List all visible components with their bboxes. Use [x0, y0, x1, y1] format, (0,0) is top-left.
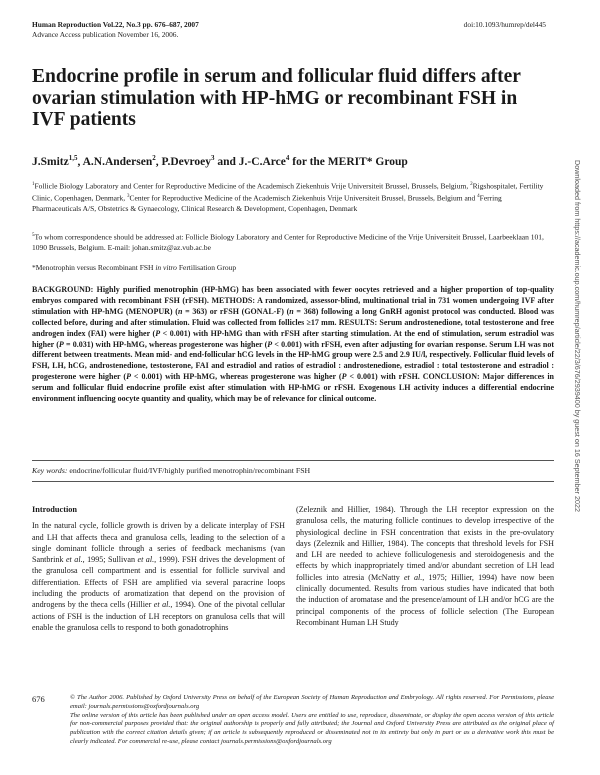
journal-citation: Human Reproduction Vol.22, No.3 pp. 676–687, 2007 [32, 20, 199, 29]
abstract-text: < 0.001) with rFSH. CONCLUSION: Major differences in serum and follicular fluid endocrine profile exist after stimulation with HP-hMG or rFSH. Exogenous LH activity induces a differential endocrine environment influencing oocyte quantity and quality, which may be of relevance for clinical outcome. [32, 372, 555, 404]
body-text: , 1999). FSH drives the development of the granulosa cell compartment and is essential for follicle survival and differentiation. Effects of FSH are amplified via several paracrine loops including the products of aromatization that depend on the provision of androgens by the theca cells (Hillier [32, 555, 285, 610]
copyright-footer [70, 694, 554, 747]
abstract-italic: P [267, 339, 273, 349]
body-text: , 1995; Sullivan [82, 555, 138, 565]
body-italic: et al. [403, 572, 423, 582]
corresp-sup: 5 [32, 233, 35, 238]
abstract-text: = 368) following a long GnRH agonist protocol was conducted. Blood was collected before, during and after stimulation. Fluid was collected from follicles ≥17 mm. RESULTS: Serum androstenedione, total testosterone and free androgen index (FAI) were higher ( [32, 306, 554, 338]
author-sup: 2 [152, 154, 156, 162]
author-sup: 4 [285, 154, 290, 162]
download-watermark: Downloaded from https://academic.oup.com/humrep/article/22/3/676/2939400 by guest on 16 September 2022 [573, 160, 582, 513]
footnote-italic: in vitro [155, 263, 177, 272]
abstract-text: < 0.001) with rFSH, even after adjusting for ovarian response. Serum LH was not different between treatments. Mean mid- and end-follicular hCG levels in the HP-hMG group were 2.5 and 2.9 IU/l, respectively. Follicular fluid levels of FSH, LH, hCG, androstenedione, testosterone, FAI and estradiol and ratios of estradiol : androstenedione, estradiol : total testosterone and estradiol : progesterone were higher ( [32, 339, 555, 382]
page-number: 676 [32, 694, 45, 704]
author-name: , P.Devroey [155, 155, 212, 168]
abstract-italic: n [289, 306, 294, 316]
body-text: (Zeleznik and Hillier, 1984). Through the LH receptor expression on the granulosa cells, the maturing follicle continues to develop irrespective of the physiological decline in FSH concentration that exists in the pre-ovulatory days (Zeleznik and Hillier, 1984). The concepts that threshold levels for FSH and LH are needed to achieve folliculogenesis and steroidogenesis and the effects by which inappropriately timed and/or abundant secretion of LH lead follicles into atresia (McNatty [296, 505, 554, 582]
correspondence-note [32, 231, 552, 254]
affil-sup: 4 [477, 194, 480, 200]
keywords-label: Key words: [32, 466, 68, 475]
body-italic: et al. [137, 555, 155, 565]
doi[interactable]: doi:10.1093/humrep/del445 [463, 20, 546, 29]
affil-text: Center for Reproductive Medicine of the Academisch Ziekenhuis Vrije Universiteit Brussel, Brussels, Belgium and [129, 193, 478, 203]
author-name: , A.N.Andersen [77, 155, 153, 168]
abstract-text: < 0.001) with HP-hMG than with rFSH after starting stimulation. At the end of stimulation, serum estradiol was higher ( [32, 328, 554, 349]
open-access-note: The online version of this article has been published under an open access model. Users are entitled to use, reproduce, disseminate, or display the open access version of this article for non-commercial purposes provided that: the original authorship is properly and fully attributed; the Journal and Oxford University Press are attributed as the original place of publication with the correct citation details given; if an article is subsequently reproduced or disseminated not in its entirety but only in part or as a derivative work this must be clearly indicated. For commercial re-use, please contact journals.permissions@oxfordjournals.org [70, 711, 554, 745]
journal-header [32, 20, 199, 40]
advance-access-note: Advance Access publication November 16, 2006. [32, 30, 179, 39]
article-title: Endocrine profile in serum and follicular fluid differs after ovarian stimulation with HP-hMG or recombinant FSH in IVF patients [32, 66, 521, 130]
author-sup: 3 [211, 154, 215, 162]
keywords [32, 465, 554, 476]
section-heading: Introduction [32, 505, 78, 514]
abstract-italic: P [58, 339, 64, 349]
corresp-text: To whom correspondence should be addressed at: Follicle Biology Laboratory and Center for Reproductive Medicine of the Vrije Universiteit Brussel, Laarbeeklaan 101, 1090 Brussels, Belgium. E-mail: johan.smitz@az.vub.ac.be [32, 232, 544, 253]
body-italic: et al. [153, 600, 171, 610]
body-italic: et al. [65, 555, 83, 565]
abstract-text: BACKGROUND: Highly purified menotrophin (HP-hMG) has been associated with fewer oocytes retrieved and a higher proportion of top-quality embryos compared with recombinant FSH (rFSH). METHODS: A randomized, assessor-blind, multinational trial in 731 women undergoing IVF after stimulation with HP-hMG (MENOPUR) ( [32, 285, 554, 316]
affil-text: Rigshospitalet, Fertility Clinic, Copenhagen, Denmark, [32, 181, 544, 203]
author-name: and J.-C.Arce [214, 155, 286, 168]
divider [32, 460, 554, 461]
abstract-italic: P [155, 328, 161, 338]
abstract-text: = 363) or rFSH (GONAL-F) ( [182, 306, 290, 316]
body-text: , 1994). One of the pivotal cellular actions of FSH is the induction of LH receptors on granulosa cells that will enable the granulosa cells to respond to both gonadotrophins [32, 600, 286, 632]
keywords-text: endocrine/follicular fluid/IVF/highly purified menotrophin/recombinant FSH [67, 466, 311, 475]
affiliations [32, 180, 552, 215]
author-name: J.Smitz [32, 155, 69, 168]
affil-sup: 3 [126, 194, 130, 200]
affil-text: Follicle Biology Laboratory and Center for Reproductive Medicine of the Academisch Ziekenhuis Vrije Universiteit Brussel, Brussels, Belgium, [34, 181, 471, 191]
author-list [32, 154, 552, 168]
body-column-right [296, 504, 554, 628]
divider [32, 481, 554, 482]
group-name: for the MERIT* Group [289, 155, 408, 168]
body-text: In the natural cycle, follicle growth is driven by a delicate interplay of FSH and LH that affects theca and granulosa cells, leading to the selection of a single dominant follicle through a series of feedback mechanisms (van Santbrink [32, 521, 285, 565]
group-footnote [32, 263, 552, 272]
copyright-line: © The Author 2006. Published by Oxford University Press on behalf of the European Society of Human Reproduction and Embryology. All rights reserved. For Permissions, please email: journals.permissions@oxfordjournals.org [70, 694, 554, 710]
author-sup: 1,5 [68, 154, 78, 162]
abstract-text: < 0.001) with HP-hMG, whereas progesterone was higher ( [130, 372, 342, 382]
abstract [32, 285, 554, 405]
affil-text: Ferring Pharmaceuticals A/S, Obstetrics & Gynaecology, Clinical Research & Development, Copenhagen, Denmark [32, 193, 502, 214]
affil-sup: 2 [470, 182, 473, 187]
footnote-text: *Menotrophin versus Recombinant FSH [32, 263, 156, 272]
body-text: , 1975; Hillier, 1994) have now been clinically documented. Results from various studies have indicated that both the induction of aromatase and the presence/amount of LH and/or hCG are the principal components of the process of follicle selection (The European Recombinant Human LH Study [296, 572, 555, 627]
abstract-italic: n [177, 306, 183, 316]
abstract-italic: P [341, 372, 347, 382]
abstract-italic: P [126, 372, 131, 382]
footnote-text: Fertilisation Group [176, 263, 237, 272]
affil-sup: 1 [32, 182, 35, 187]
abstract-text: = 0.031) with HP-hMG, whereas progesterone was higher ( [63, 339, 268, 349]
body-column-left [32, 504, 285, 633]
